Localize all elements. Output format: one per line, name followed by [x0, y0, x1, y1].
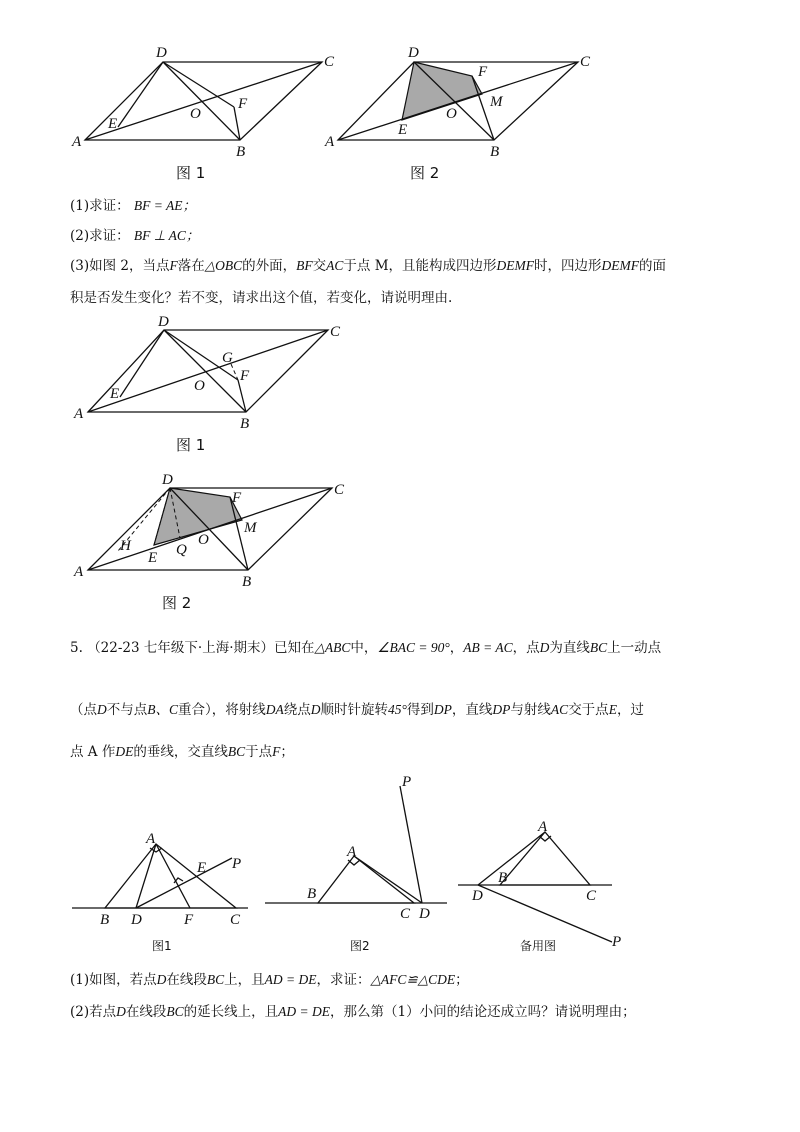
label-F: F [240, 368, 250, 384]
label-O: O [446, 106, 457, 122]
label-O: O [198, 532, 209, 548]
q5-line1: 5. （22-23 七年级下·上海·期末）已知在△ABC中，∠BAC = 90°，AB = AC，点D为直线BC上一动点 [70, 640, 662, 656]
top-fig2-caption: 图 2 [410, 164, 440, 182]
label-C: C [580, 54, 591, 70]
label-O: O [190, 106, 201, 122]
label-F: F [238, 96, 248, 112]
label-P: P [402, 774, 412, 790]
label-A: A [146, 831, 156, 847]
q5-part2: (2)若点D在线段BC的延长线上，且AD = DE，那么第（1）小问的结论还成立吗？请说明理由； [70, 1004, 636, 1020]
label-B: B [307, 886, 317, 902]
part3-line2: 积是否发生变化？若不变，请求出这个值，若变化，请说明理由. [70, 290, 453, 306]
label-H: H [120, 538, 131, 554]
q5-line3: 点 A 作DE的垂线，交直线BC于点F； [70, 744, 294, 760]
label-F: F [232, 490, 242, 506]
label-D: D [131, 912, 142, 928]
label-D: D [156, 45, 167, 61]
q5-part1: (1)如图，若点D在线段BC上，且AD = DE，求证：△AFC≌△CDE； [70, 972, 469, 988]
label-E: E [148, 550, 158, 566]
label-C: C [400, 906, 411, 922]
label-A: A [72, 134, 82, 150]
label-B: B [490, 144, 500, 160]
label-D: D [162, 472, 173, 488]
label-M: M [244, 520, 257, 536]
label-D: D [408, 45, 419, 61]
top-fig1-caption: 图 1 [176, 164, 206, 182]
mid-fig2-caption: 图 2 [162, 594, 192, 612]
label-O: O [194, 378, 205, 394]
top-figure-2 [324, 45, 591, 182]
bottom-figure-2 [265, 774, 447, 953]
part3-line1: (3)如图 2，当点F落在△OBC的外面，BF交AC于点 M，且能构成四边形DEMF时，四边形DEMF的面 [70, 258, 667, 274]
bottom-fig2-caption: 图2 [350, 939, 370, 953]
bottom-figure-1 [72, 831, 248, 953]
label-E: E [197, 860, 207, 876]
label-B: B [240, 416, 250, 432]
label-F: F [478, 64, 488, 80]
label-E: E [398, 122, 408, 138]
label-D: D [158, 314, 169, 330]
label-B: B [498, 870, 508, 886]
label-Q: Q [176, 542, 187, 558]
label-C: C [334, 482, 345, 498]
mid-fig1-caption: 图 1 [176, 436, 206, 454]
label-A: A [325, 134, 335, 150]
bottom-fig1-caption: 图1 [152, 939, 172, 953]
middle-figure-1 [73, 314, 341, 454]
part2-line: (2)求证： BF ⊥ AC； [70, 228, 200, 244]
label-E: E [108, 116, 118, 132]
q5-line2: （点D不与点B、C重合），将射线DA绕点D顺时针旋转45°得到DP，直线DP与射线AC交于点E，过 [70, 702, 644, 718]
label-P: P [232, 856, 242, 872]
label-C: C [230, 912, 241, 928]
bottom-figure-3 [458, 819, 621, 953]
label-E: E [110, 386, 120, 402]
bottom-fig3-caption: 备用图 [520, 939, 557, 953]
label-D: D [419, 906, 430, 922]
label-P: P [612, 934, 622, 950]
label-F: F [184, 912, 194, 928]
label-C: C [324, 54, 335, 70]
label-A: A [74, 406, 84, 422]
label-C: C [586, 888, 597, 904]
label-B: B [242, 574, 252, 590]
label-B: B [100, 912, 110, 928]
label-A: A [538, 819, 548, 835]
label-A: A [347, 844, 357, 860]
label-A: A [74, 564, 84, 580]
label-D: D [472, 888, 483, 904]
middle-figure-2 [73, 472, 345, 612]
top-figure-1 [71, 45, 335, 182]
label-M: M [490, 94, 503, 110]
part1-line: (1)求证： BF = AE； [70, 198, 197, 214]
label-G: G [222, 350, 233, 366]
label-C: C [330, 324, 341, 340]
label-B: B [236, 144, 246, 160]
